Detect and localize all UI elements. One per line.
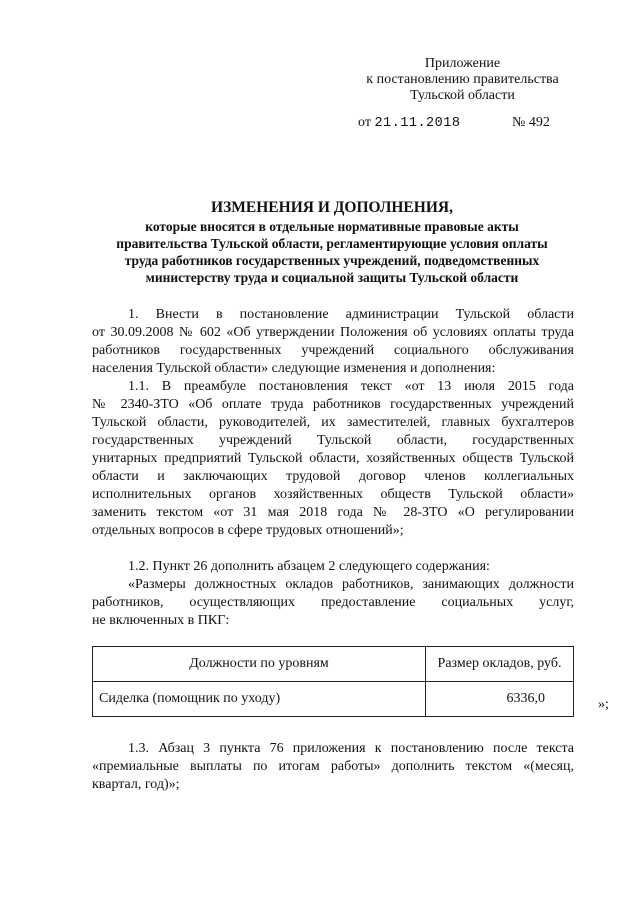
- paragraph-1: [92, 306, 574, 378]
- paragraph-line: квартал, год)»;: [92, 777, 180, 792]
- quote-line: «Размеры должностных окладов работников, занимающих должности: [128, 577, 574, 592]
- paragraph-line: унитарных предприятий Тульской области, хозяйственных обществ Тульской: [92, 451, 574, 466]
- paragraph-line: заменить текстом «от 31 мая 2018 года № 28-ЗТО «О регулировании: [92, 505, 574, 520]
- paragraph-line: 1. Внести в постановление администрации Тульской области: [128, 307, 574, 322]
- document-number: № 492: [512, 115, 550, 130]
- title-main: ИЗМЕНЕНИЯ И ДОПОЛНЕНИЯ,: [211, 199, 453, 216]
- paragraph-line: от 30.09.2008 № 602 «Об утверждении Положения об условиях оплаты труда: [92, 325, 574, 340]
- title-line-1: которые вносятся в отдельные нормативные правовые акты: [145, 219, 519, 234]
- column-header-salary: Размер окладов, руб.: [426, 647, 574, 682]
- table-row: [93, 682, 574, 717]
- paragraph-line: работников государственных учреждений социального обслуживания: [92, 343, 574, 358]
- table-cell-salary: 6336,0: [426, 682, 574, 717]
- date-number-line: [358, 115, 550, 131]
- paragraph-line: отдельных вопросов в сфере трудовых отношений»;: [92, 523, 404, 538]
- paragraph-line: № 2340-ЗТО «Об оплате труда работников государственных учреждений: [92, 397, 574, 412]
- appendix-header: [330, 56, 595, 104]
- title-line-2: правительства Тульской области, регламентирующие условия оплаты: [116, 236, 548, 251]
- paragraph-1-2: [92, 558, 574, 630]
- quote-line: не включенных в ПКГ:: [92, 613, 230, 628]
- appendix-line-1: Приложение: [424, 56, 501, 71]
- paragraph-1-3: [92, 740, 574, 794]
- paragraph-line: населения Тульской области» следующие изменения и дополнения:: [92, 361, 496, 376]
- salary-table: [92, 646, 574, 717]
- paragraph-line: «премиальные выплаты по итогам работы» дополнить текстом «(месяц,: [92, 759, 574, 774]
- paragraph-line: 1.1. В преамбуле постановления текст «от 13 июля 2015 года: [128, 379, 574, 394]
- appendix-line-2: к постановлению правительства: [366, 72, 559, 87]
- title-line-4: министерству труда и социальной защиты Тульской области: [145, 270, 519, 285]
- quote-line: работников, осуществляющих предоставление социальных услуг,: [92, 595, 574, 610]
- paragraph-1-1: [92, 378, 574, 540]
- paragraph-line: Тульской области, руководителей, их заместителей, главных бухгалтеров: [92, 415, 574, 430]
- appendix-line-3: Тульской области: [410, 88, 515, 103]
- date-label: от: [358, 115, 371, 130]
- document-title: [92, 198, 572, 286]
- paragraph-line: государственных учреждений Тульской области, государственных: [92, 433, 574, 448]
- column-header-position: Должности по уровням: [93, 647, 426, 682]
- paragraph-line: исполнительных органов хозяйственных обществ Тульской области»: [92, 487, 574, 502]
- table-cell-position: Сиделка (помощник по уходу): [93, 682, 426, 717]
- title-line-3: труда работников государственных учреждений, подведомственных: [124, 253, 540, 268]
- document-date: 21.11.2018: [374, 116, 461, 131]
- table-header-row: [93, 647, 574, 682]
- quote-closing: »;: [598, 697, 609, 712]
- paragraph-line: 1.2. Пункт 26 дополнить абзацем 2 следующего содержания:: [128, 559, 490, 574]
- paragraph-line: 1.3. Абзац 3 пункта 76 приложения к постановлению после текста: [128, 741, 574, 756]
- paragraph-line: области и заключающих трудовой договор членов коллегиальных: [92, 469, 574, 484]
